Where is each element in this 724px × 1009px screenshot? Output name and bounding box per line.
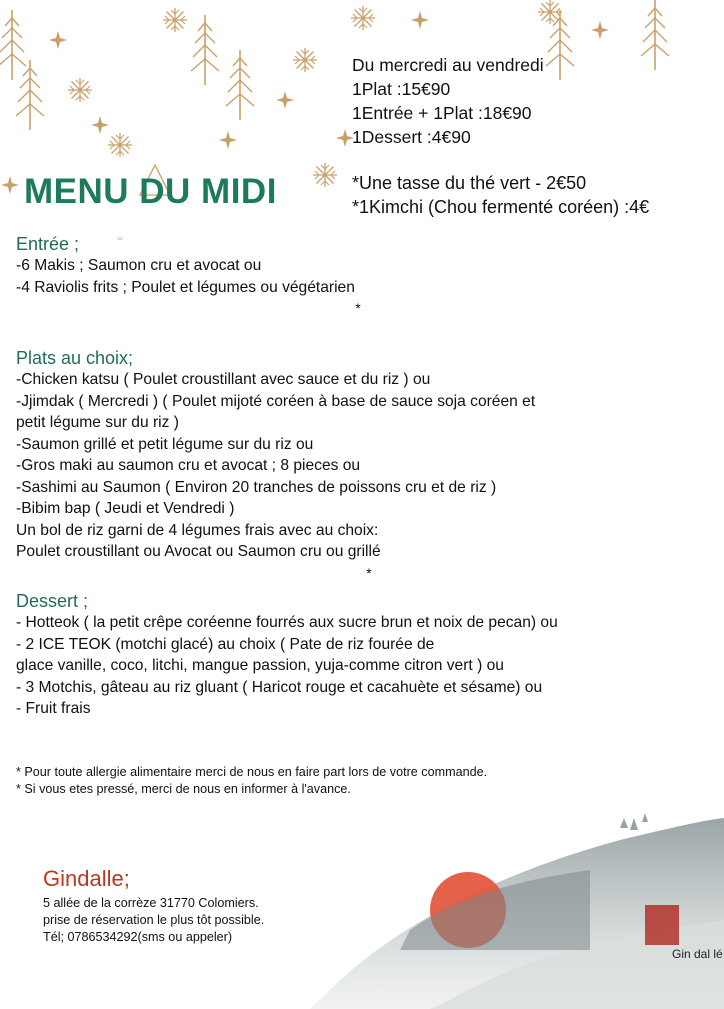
menu-item: -6 Makis ; Saumon cru et avocat ou <box>16 257 262 274</box>
separator: * <box>366 564 372 581</box>
address: 5 allée de la corrèze 31770 Colomiers. <box>43 896 259 910</box>
notes <box>16 764 487 798</box>
ink-landscape-illustration <box>290 800 724 1009</box>
menu-item: -4 Raviolis frits ; Poulet et légumes ou végétarien <box>16 278 355 296</box>
price-line: 1Plat :15€90 <box>352 79 451 99</box>
tree-icon <box>16 60 44 130</box>
restaurant-name: Gindalle; <box>43 866 130 891</box>
snowflake-icon <box>538 0 562 24</box>
menu-item: - 3 Motchis, gâteau au riz gluant ( Haricot rouge et cacahuète et sésame) ou <box>16 678 543 696</box>
tree-icon <box>191 15 219 85</box>
contact-info <box>43 895 264 946</box>
snowflake-icon <box>293 48 317 72</box>
pine-trees <box>620 813 648 830</box>
signature: Gin dal lé <box>672 947 723 961</box>
snowflake-icon <box>68 78 92 102</box>
menu-item: -Sashimi au Saumon ( Environ 20 tranches de poissons cru et de riz ) <box>16 478 497 496</box>
star-icon <box>276 91 294 109</box>
reservation-note: prise de réservation le plus tôt possible. <box>43 913 265 927</box>
price-line: 1Dessert :4€90 <box>352 127 471 147</box>
star-icon <box>49 31 67 49</box>
star-icon <box>1 176 19 194</box>
pricing-block <box>352 53 649 219</box>
menu-item: - Hotteok ( la petit crêpe coréenne fourrés aux sucre brun et noix de pecan) ou <box>16 614 558 631</box>
menu-item: -Chicken katsu ( Poulet croustillant avec sauce et du riz ) ou <box>16 371 431 388</box>
star-icon <box>591 21 609 39</box>
menu-item: -Gros maki au saumon cru et avocat ; 8 pieces ou <box>16 457 361 474</box>
star-icon <box>91 116 109 134</box>
menu-title: MENU DU MIDI <box>24 172 277 211</box>
extra-line: *1Kimchi (Chou fermenté coréen) :4€ <box>352 197 650 217</box>
section-title: Dessert ; <box>16 591 89 611</box>
menu-item: Un bol de riz garni de 4 légumes frais avec au choix: <box>16 521 379 539</box>
snowflake-icon <box>351 6 375 30</box>
menu-item: petit légume sur du riz ) <box>16 414 179 431</box>
menu-item: -Bibim bap ( Jeudi et Vendredi ) <box>16 500 235 517</box>
tree-icon <box>0 10 26 80</box>
entree-section <box>16 233 716 320</box>
days-label: Du mercredi au vendredi <box>352 55 544 75</box>
snowflake-icon <box>108 133 132 157</box>
phone: Tél; 0786534292(sms ou appeler) <box>43 930 233 944</box>
red-seal-icon <box>645 905 679 945</box>
note-line: * Si vous etes pressé, merci de nous en informer à l'avance. <box>16 782 351 796</box>
separator: * <box>355 300 361 316</box>
section-title: Plats au choix; <box>16 348 134 368</box>
snowflake-icon <box>313 163 337 187</box>
plats-section <box>16 347 716 584</box>
menu-item: - 2 ICE TEOK (motchi glacé) au choix ( Pate de riz fourée de <box>16 635 435 653</box>
section-title: Entrée ; <box>16 234 80 254</box>
dessert-section <box>16 590 724 720</box>
star-icon <box>219 131 237 149</box>
price-line: 1Entrée + 1Plat :18€90 <box>352 103 532 123</box>
menu-item: -Jjimdak ( Mercredi ) ( Poulet mijoté coréen à base de sauce soja coréen et <box>16 392 536 410</box>
star-icon <box>411 11 429 29</box>
menu-item: Poulet croustillant ou Avocat ou Saumon cru ou grillé <box>16 543 381 560</box>
snowflake-icon <box>163 8 187 32</box>
note-line: * Pour toute allergie alimentaire merci de nous en faire part lors de votre commande. <box>16 765 488 779</box>
tree-icon <box>226 50 254 120</box>
menu-item: -Saumon grillé et petit légume sur du riz ou <box>16 435 314 453</box>
menu-item: - Fruit frais <box>16 700 91 717</box>
extra-line: *Une tasse du thé vert - 2€50 <box>352 173 587 193</box>
menu-item: glace vanille, coco, litchi, mangue passion, yuja-comme citron vert ) ou <box>16 657 504 674</box>
